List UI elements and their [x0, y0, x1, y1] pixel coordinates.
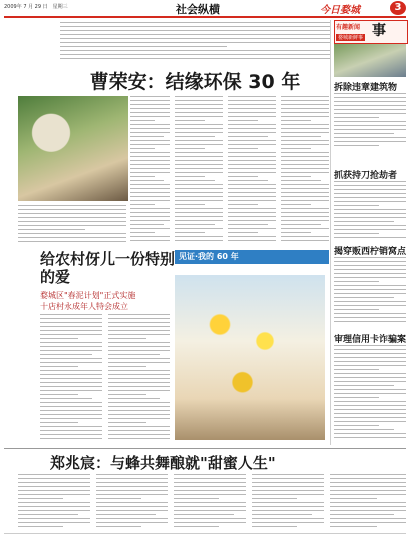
sidebar-box-character: 事: [372, 23, 386, 39]
sidebar-headline-4: 审理信用卡诈骗案: [334, 335, 407, 345]
sidebar-text-3: [334, 257, 406, 327]
section-title: 社会纵横: [176, 3, 220, 16]
sidebar-text-4: [334, 345, 406, 441]
lead-column-left: [18, 205, 126, 245]
header-rule: [4, 16, 406, 18]
feature-column-1: [40, 314, 102, 444]
lead-column-3: [228, 96, 276, 246]
bottom-column-2: [96, 474, 168, 532]
sidebar-photo: [334, 44, 406, 77]
feature-column-2: [108, 314, 170, 444]
lead-column-1: [130, 96, 170, 246]
sidebar-headline-2: 抓获持刀抢劫者: [334, 171, 398, 181]
issue-date: 2009年 7 月 29 日 星期三: [4, 4, 68, 10]
sidebar-headline-3: 揭穿贩西柠销窝点: [334, 247, 407, 257]
sidebar-headline-1: 拆除违章建筑物: [334, 83, 398, 93]
series-banner: 见证·我的 60 年: [175, 250, 329, 264]
sidebar-text-1: [334, 93, 406, 151]
sidebar-box-label: 有趣新闻: [336, 24, 361, 31]
lead-photo: [18, 96, 128, 201]
lead-intro-text: [60, 22, 330, 64]
bottom-column-3: [174, 474, 246, 532]
bottom-column-1: [18, 474, 90, 532]
feature-photo: [175, 275, 325, 440]
lead-column-2: [175, 96, 223, 246]
page-number: 3: [390, 1, 406, 15]
bottom-headline: 郑兆宸：与蜂共舞酿就"甜蜜人生": [50, 454, 276, 472]
bottom-column-5: [330, 474, 406, 532]
sidebar-divider: [330, 20, 331, 445]
newspaper-brand: 今日婺城: [320, 5, 360, 16]
page-bottom-rule: [4, 533, 406, 534]
bottom-section-rule: [4, 448, 406, 449]
sidebar-text-2: [334, 181, 406, 241]
lead-column-4: [281, 96, 329, 246]
bottom-column-4: [252, 474, 324, 532]
lead-headline: 曹荣安：结缘环保 30 年: [89, 71, 301, 93]
feature-subhead-2: 十店村永成年人特会成立: [40, 302, 128, 311]
feature-headline: 给农村伢儿一份特别的爱: [40, 250, 176, 286]
feature-subhead-1: 婺城区"春泥计划"正式实施: [40, 291, 136, 300]
sidebar-box-tag: 婺城新鲜事: [338, 35, 364, 41]
